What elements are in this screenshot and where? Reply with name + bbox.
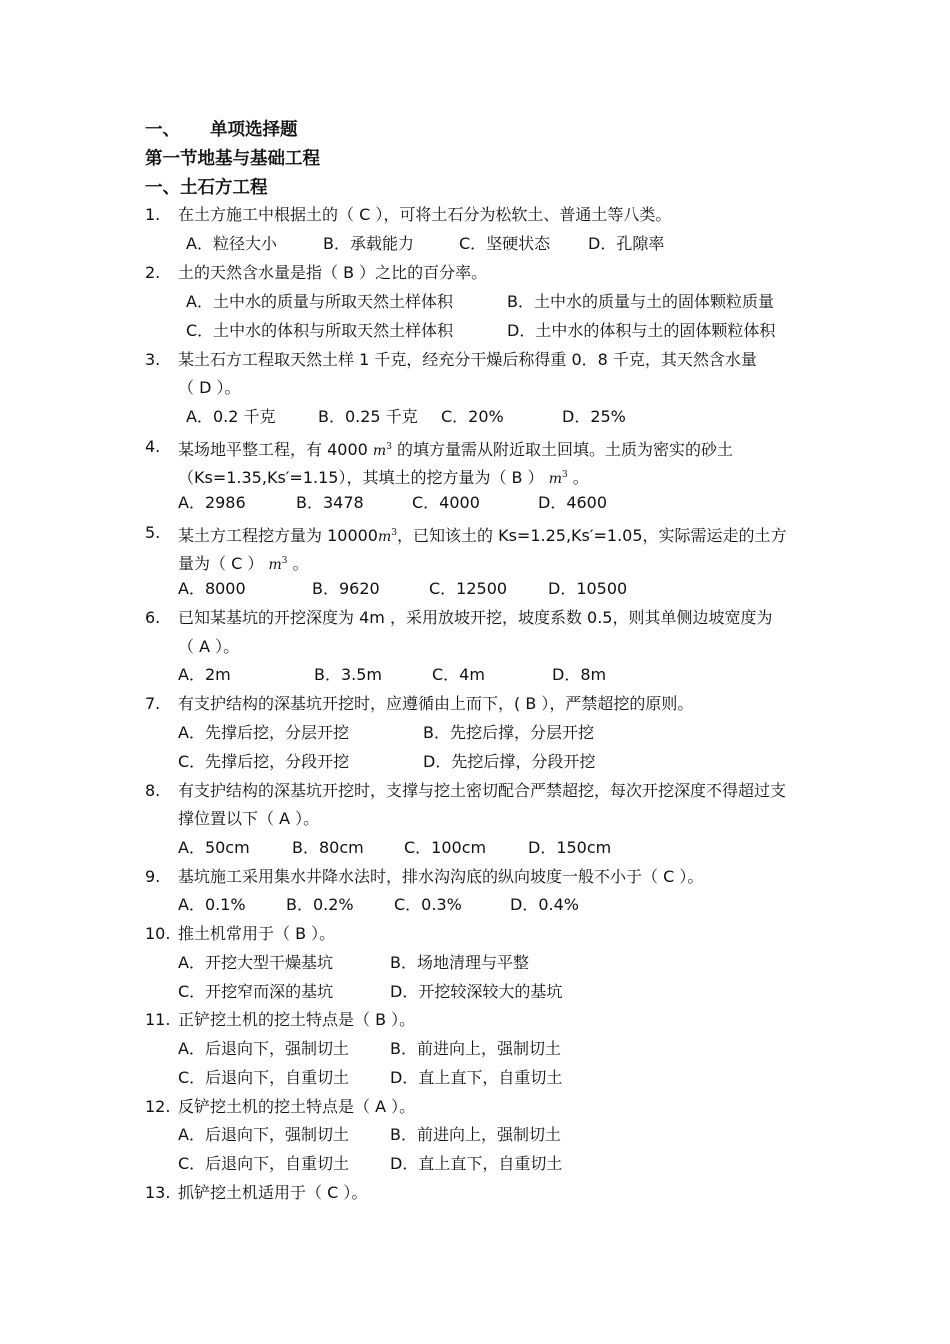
option-a: A．后退向下，强制切土 <box>178 1039 349 1058</box>
option-c: C．土中水的体积与所取天然土样体积 <box>186 321 454 340</box>
section-heading-3: 一、土石方工程 <box>145 178 268 198</box>
question-number: 12. <box>145 1097 171 1116</box>
question-number: 7. <box>145 694 161 713</box>
option-b: B．80cm <box>292 838 364 857</box>
question-text: 土的天然含水量是指（ B ）之比的百分率。 <box>178 263 488 282</box>
text-part: 某场地平整工程，有 4000 <box>178 440 368 459</box>
question-text: 正铲挖土机的挖土特点是（ B ）。 <box>178 1010 416 1029</box>
unit-exponent: 3 <box>391 528 398 538</box>
option-c: C．4000 <box>412 493 480 512</box>
option-c: C．后退向下，自重切土 <box>178 1154 350 1173</box>
question-text: 基坑施工采用集水井降水法时，排水沟沟底的纵向坡度一般不小于（ C ）。 <box>178 867 704 886</box>
option-d: D．直上直下，自重切土 <box>390 1154 563 1173</box>
option-d: D．开挖较深较大的基坑 <box>390 982 563 1001</box>
cubic-meter-unit <box>373 443 392 459</box>
unit-m: m <box>548 471 562 487</box>
heading-title: 单项选择题 <box>210 120 298 140</box>
question-text: 有支护结构的深基坑开挖时，应遵循由上而下，( B ），严禁超挖的原则。 <box>178 694 694 713</box>
question-text: 在土方施工中根据土的（ C ），可将土石分为松软土、普通土等八类。 <box>178 205 672 224</box>
option-b: B．场地清理与平整 <box>390 953 529 972</box>
option-b: B．先挖后撑，分层开挖 <box>423 723 594 742</box>
question-number: 8. <box>145 781 161 800</box>
option-d: D．孔隙率 <box>588 234 665 253</box>
option-c: C．4m <box>432 665 485 684</box>
option-d: D．直上直下，自重切土 <box>390 1068 563 1087</box>
option-d: D．4600 <box>538 493 608 512</box>
question-text <box>178 437 733 461</box>
option-a: A．0.1% <box>178 895 246 914</box>
option-d: D．150cm <box>528 838 612 857</box>
question-text-continued: 撑位置以下（ A ）。 <box>178 809 320 828</box>
option-c: C．0.3% <box>394 895 462 914</box>
option-a: A．50cm <box>178 838 250 857</box>
unit-m: m <box>372 443 387 459</box>
text-part: ，已知该土的 Ks=1.25,Ks′=1.05，实际需运走的土方 <box>397 526 787 545</box>
question-number: 2. <box>145 263 161 282</box>
text-part: 某土方工程挖方量为 10000 <box>178 526 378 545</box>
option-d: D．25% <box>562 407 626 426</box>
option-c: C．100cm <box>404 838 487 857</box>
option-a: A．土中水的质量与所取天然土样体积 <box>186 292 453 311</box>
cubic-meter-unit <box>549 471 568 487</box>
option-b: B．0.2% <box>286 895 354 914</box>
option-d: D．土中水的体积与土的固体颗粒体积 <box>507 321 776 340</box>
option-b: B．土中水的质量与土的固体颗粒质量 <box>507 292 774 311</box>
option-a: A．开挖大型干燥基坑 <box>178 953 333 972</box>
question-number: 5. <box>145 523 161 542</box>
option-d: D．10500 <box>548 579 628 598</box>
option-b: B．9620 <box>312 579 380 598</box>
heading-number: 一、 <box>145 120 180 140</box>
option-a: A．8000 <box>178 579 246 598</box>
section-heading-2: 第一节地基与基础工程 <box>145 149 320 169</box>
unit-m: m <box>378 529 392 545</box>
text-part: 的填方量需从附近取土回填。土质为密实的砂土 <box>397 440 734 459</box>
question-number: 11. <box>145 1010 171 1029</box>
cubic-meter-unit <box>268 557 287 573</box>
question-number: 6. <box>145 608 161 627</box>
question-number: 4. <box>145 437 161 456</box>
unit-exponent: 3 <box>386 442 392 452</box>
option-c: C．20% <box>441 407 504 426</box>
option-a: A．2986 <box>178 493 246 512</box>
question-number: 1. <box>145 205 161 224</box>
unit-m: m <box>268 557 282 573</box>
question-text-continued <box>178 551 309 575</box>
text-part: 。 <box>572 468 589 487</box>
option-b: B．3.5m <box>314 665 383 684</box>
option-c: C．后退向下，自重切土 <box>178 1068 350 1087</box>
option-b: B．前进向上，强制切土 <box>390 1125 561 1144</box>
option-b: B．0.25 千克 <box>318 407 418 426</box>
option-b: B．前进向上，强制切土 <box>390 1039 561 1058</box>
option-c: C．12500 <box>429 579 508 598</box>
option-a: A．2m <box>178 665 231 684</box>
option-d: D．0.4% <box>510 895 579 914</box>
option-d: D．先挖后撑，分段开挖 <box>423 752 596 771</box>
question-text: 推土机常用于（ B ）。 <box>178 924 336 943</box>
option-a: A．后退向下，强制切土 <box>178 1125 349 1144</box>
option-c: C．坚硬状态 <box>459 234 551 253</box>
question-number: 10. <box>145 924 171 943</box>
question-number: 9. <box>145 867 161 886</box>
text-part: （Ks=1.35,Ks′=1.15），其填土的挖方量为（ B ） <box>178 468 544 487</box>
question-text <box>178 523 787 547</box>
unit-exponent: 3 <box>281 556 288 566</box>
option-a: A．粒径大小 <box>186 234 277 253</box>
text-part: 。 <box>292 554 309 573</box>
cubic-meter-unit <box>378 529 397 545</box>
question-text-continued: （ D ）。 <box>178 378 241 397</box>
question-text: 反铲挖土机的挖土特点是（ A ）。 <box>178 1097 416 1116</box>
unit-exponent: 3 <box>561 470 568 480</box>
option-a: A．0.2 千克 <box>186 407 276 426</box>
section-heading-1 <box>145 116 298 141</box>
text-part: 量为（ C ） <box>178 554 264 573</box>
question-number: 13. <box>145 1183 171 1202</box>
question-text: 有支护结构的深基坑开挖时，支撑与挖土密切配合严禁超挖，每次开挖深度不得超过支 <box>178 781 787 800</box>
question-text-continued: （ A ）。 <box>178 637 240 656</box>
question-text: 某土石方工程取天然土样 1 千克，经充分干燥后称得重 0．8 千克，其天然含水量 <box>178 350 757 369</box>
question-text: 已知某基坑的开挖深度为 4m ，采用放坡开挖，坡度系数 0.5，则其单侧边坡宽度为 <box>178 608 773 627</box>
option-d: D．8m <box>552 665 607 684</box>
question-text-continued <box>178 465 589 489</box>
option-b: B．3478 <box>296 493 364 512</box>
question-number: 3. <box>145 350 161 369</box>
question-text: 抓铲挖土机适用于（ C ）。 <box>178 1183 368 1202</box>
option-c: C．开挖窄而深的基坑 <box>178 982 334 1001</box>
option-c: C．先撑后挖，分段开挖 <box>178 752 350 771</box>
option-b: B．承载能力 <box>323 234 414 253</box>
option-a: A．先撑后挖，分层开挖 <box>178 723 349 742</box>
